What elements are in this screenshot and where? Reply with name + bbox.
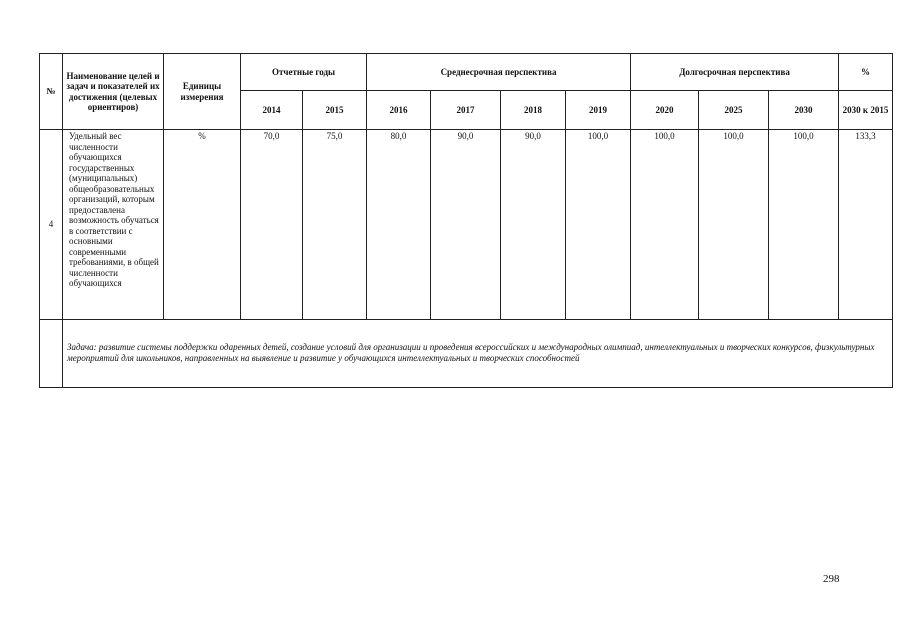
table-row <box>40 130 893 320</box>
page-number: 298 <box>823 573 840 585</box>
value-2025: 100,0 <box>699 130 769 320</box>
year-2016: 2016 <box>367 91 431 130</box>
row-number: 4 <box>40 130 63 320</box>
year-2020: 2020 <box>631 91 699 130</box>
header-long-term: Долгосрочная перспектива <box>631 54 839 91</box>
task-text: Задача: развитие системы поддержки одаренных детей, создание условий для организации и проведения всероссийских и международных олимпиад, интеллектуальных и творческих конкурсов, физкультурных мероприятий для школьников, направленных на выявление и развитие у обучающихся интеллектуальных и творческих способностей <box>63 320 893 388</box>
value-2019: 100,0 <box>566 130 631 320</box>
value-2014: 70,0 <box>241 130 303 320</box>
value-2015: 75,0 <box>303 130 367 320</box>
value-2017: 90,0 <box>431 130 501 320</box>
value-2018: 90,0 <box>501 130 566 320</box>
year-2030-vs-2015: 2030 к 2015 <box>839 91 893 130</box>
year-2017: 2017 <box>431 91 501 130</box>
task-row <box>40 320 893 388</box>
header-units: Единицы измерения <box>164 54 241 130</box>
year-2015: 2015 <box>303 91 367 130</box>
year-2019: 2019 <box>566 91 631 130</box>
indicator-name: Удельный вес численности обучающихся государственных (муниципальных) общеобразовательных организаций, которым предоставлена возможность обучаться в соответствии с основными современными требованиями, в общей численности обучающихся <box>63 130 164 320</box>
value-2020: 100,0 <box>631 130 699 320</box>
header-medium-term: Среднесрочная перспектива <box>367 54 631 91</box>
header-num: № <box>40 54 63 130</box>
value-2016: 80,0 <box>367 130 431 320</box>
header-percent: % <box>839 54 893 91</box>
year-2030: 2030 <box>769 91 839 130</box>
task-empty-cell <box>40 320 63 388</box>
value-2030: 100,0 <box>769 130 839 320</box>
header-reporting-years: Отчетные годы <box>241 54 367 91</box>
year-2014: 2014 <box>241 91 303 130</box>
header-name: Наименование целей и задач и показателей их достижения (целевых ориентиров) <box>63 54 164 130</box>
indicator-unit: % <box>164 130 241 320</box>
year-2018: 2018 <box>501 91 566 130</box>
indicators-table <box>39 53 893 388</box>
year-2025: 2025 <box>699 91 769 130</box>
value-2030-vs-2015: 133,3 <box>839 130 893 320</box>
